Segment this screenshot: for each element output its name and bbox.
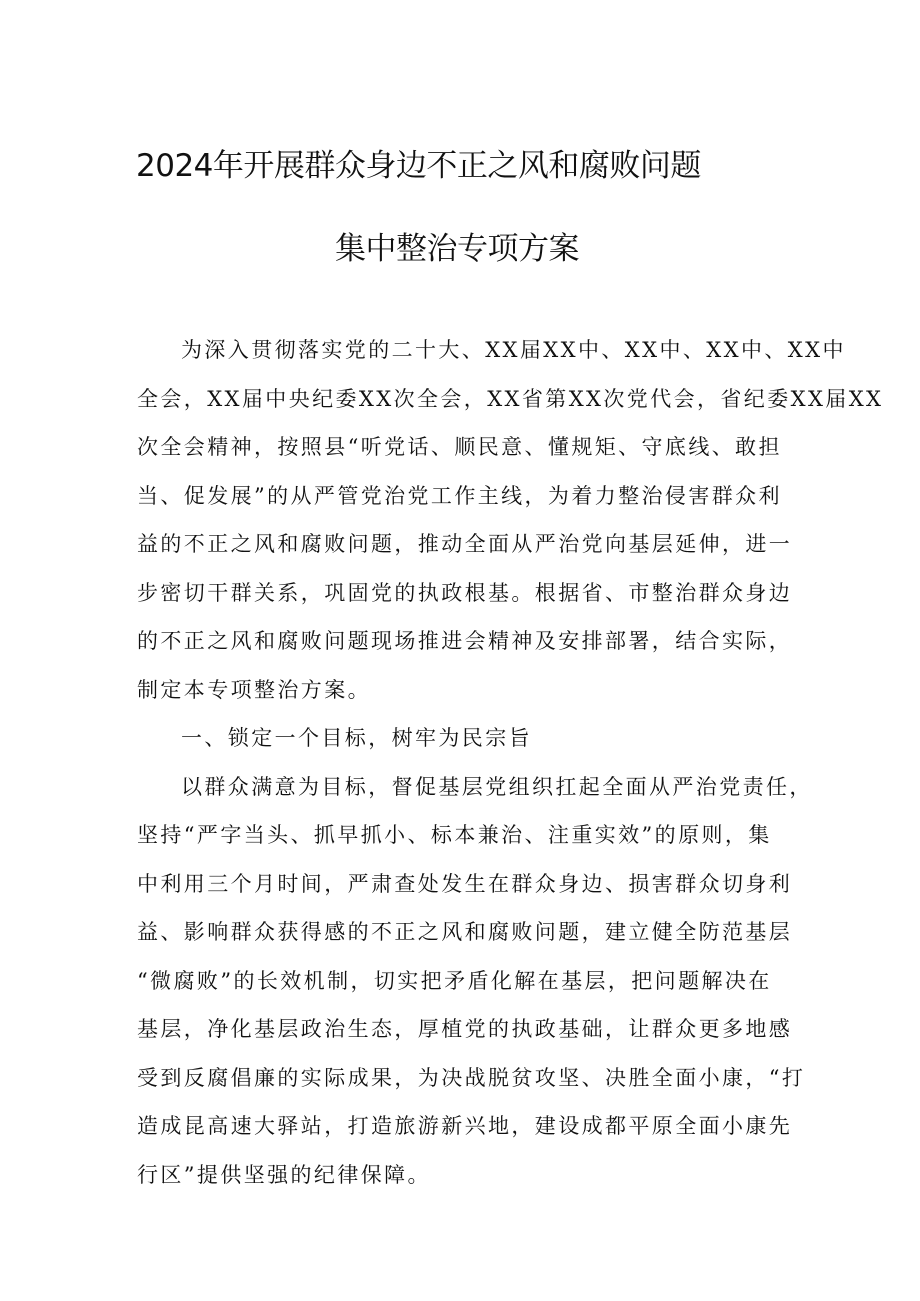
text-line: 步密切干群关系，巩固党的执政根基。根据省、市整治群众身边 [137,580,793,605]
paragraph-intro [137,326,884,1199]
text-line: 受到反腐倡廉的实际成果，为决战脱贫攻坚、决胜全面小康，“打 [137,1065,806,1090]
document-title-line-1: 2024年开展群众身边不正之风和腐败问题 [136,148,701,184]
text-line: 益的不正之风和腐败问题，推动全面从严治党向基层延伸，进一 [137,532,793,556]
text-line: 为深入贯彻落实党的二十大、XX届XX中、XX中、XX中、XX中 [181,338,846,362]
text-line: 以群众满意为目标，督促基层党组织扛起全面从严治党责任， [181,774,813,799]
text-line: 基层，净化基层政治生态，厚植党的执政基础，让群众更多地感 [137,1017,793,1041]
text-line: 造成昆高速大驿站，打造旅游新兴地，建设成都平原全面小康先 [137,1114,793,1138]
text-line: 次全会精神，按照县“听党话、顺民意、懂规矩、守底线、敢担 [137,435,782,459]
text-line: 全会，XX届中央纪委XX次全会，XX省第XX次党代会，省纪委XX届XX [137,386,884,411]
document-title-line-2: 集中整治专项方案 [335,231,579,267]
text-line: 制定本专项整治方案。 [137,677,371,702]
text-line: 中利用三个月时间，严肃查处发生在群众身边、损害群众切身利 [137,871,793,896]
text-line: 的不正之风和腐败问题现场推进会精神及安排部署，结合实际， [137,629,793,653]
text-line: 行区”提供坚强的纪律保障。 [137,1162,431,1187]
text-line: 益、影响群众获得感的不正之风和腐败问题，建立健全防范基层 [137,920,793,944]
text-line: 坚持“严字当头、抓早抓小、标本兼治、注重实效”的原则，集 [137,823,772,847]
text-line: 当、促发展”的从严管党治党工作主线，为着力整治侵害群众利 [137,483,782,508]
text-line: “微腐败”的长效机制，切实把矛盾化解在基层，把问题解决在 [137,968,772,993]
section-heading: 一、锁定一个目标，树牢为民宗旨 [181,726,532,750]
